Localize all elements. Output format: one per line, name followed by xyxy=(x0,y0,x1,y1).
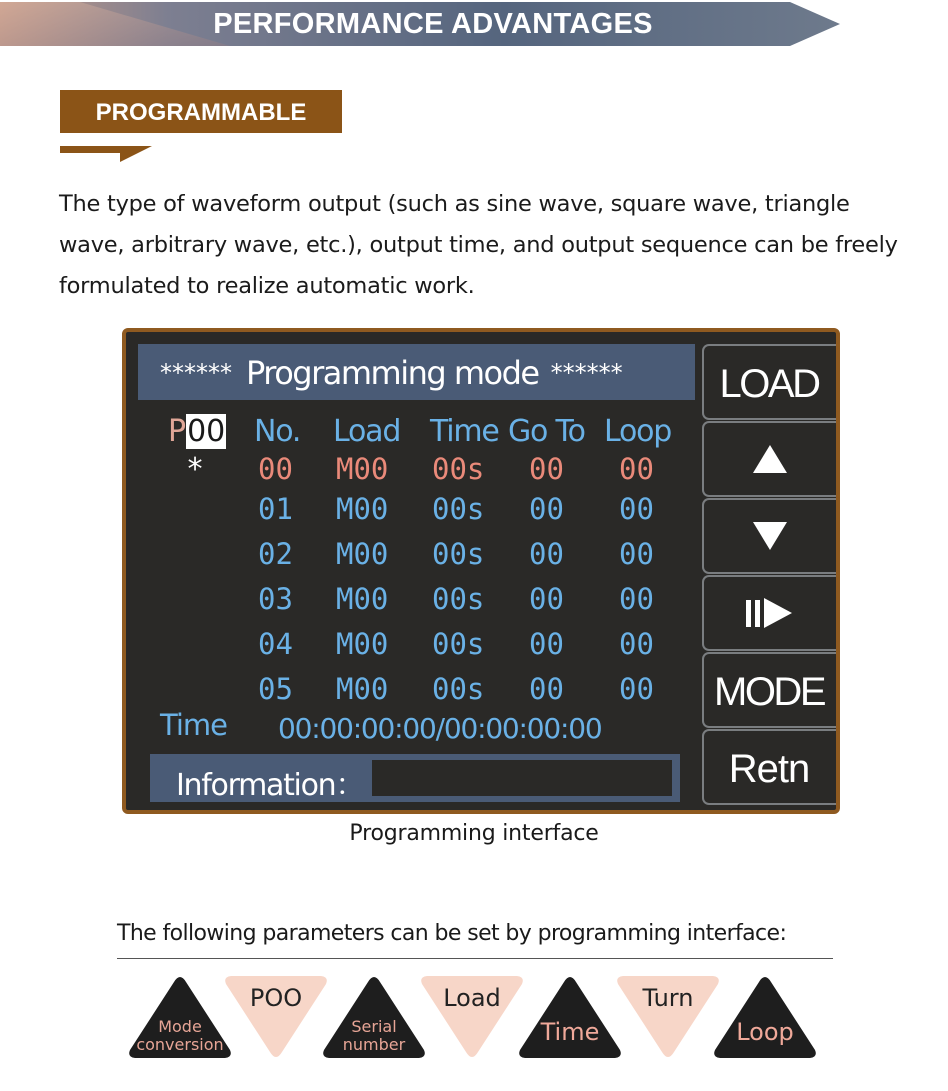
cell-time: 00s xyxy=(432,492,485,526)
section-tag xyxy=(60,90,342,133)
information-label: Information： xyxy=(176,768,365,803)
param-time-label: Time xyxy=(540,1018,600,1046)
mode-button[interactable] xyxy=(702,652,840,728)
params-heading: The following parameters can be set by programming interface: xyxy=(117,921,787,946)
param-mode-line1: Mode xyxy=(158,1017,202,1036)
down-button[interactable] xyxy=(702,498,840,574)
cell-no: 05 xyxy=(258,672,293,706)
time-label: Time xyxy=(160,708,227,742)
tag-underline-arrow xyxy=(60,146,152,162)
cell-load: M00 xyxy=(336,582,389,616)
column-header-time: Time xyxy=(430,414,499,449)
param-mode-conversion xyxy=(126,974,234,1060)
load-button-label: LOAD xyxy=(719,362,819,406)
cell-goto: 00 xyxy=(529,492,564,526)
cell-no: 00 xyxy=(258,452,293,486)
section-tag-label: PROGRAMMABLE xyxy=(95,99,307,126)
column-header-loop: Loop xyxy=(604,414,672,449)
param-loop-label: Loop xyxy=(736,1018,794,1046)
dark-triangle-shape xyxy=(516,974,624,1060)
cell-no: 03 xyxy=(258,582,293,616)
cell-loop: 00 xyxy=(619,537,654,571)
table-row[interactable] xyxy=(126,492,706,532)
table-row[interactable] xyxy=(126,452,706,492)
program-number[interactable] xyxy=(168,414,226,449)
cell-goto: 00 xyxy=(529,627,564,661)
cell-no: 01 xyxy=(258,492,293,526)
table-row[interactable] xyxy=(126,582,706,622)
program-number-selected[interactable]: 00 xyxy=(187,414,226,449)
param-turn xyxy=(614,974,722,1060)
column-header-load: Load xyxy=(333,414,401,449)
time-value: 00:00:00:00/00:00:00:00 xyxy=(278,712,602,745)
row-cursor: * xyxy=(186,452,205,487)
param-serial-line1: Serial xyxy=(351,1017,397,1036)
up-button[interactable] xyxy=(702,421,840,497)
cell-loop: 00 xyxy=(619,672,654,706)
cell-load: M00 xyxy=(336,452,389,486)
mode-button-label: MODE xyxy=(714,670,824,714)
section-description: The type of waveform output (such as sine wave, square wave, triangle wave, arbitrary wave, etc.), output time, and output sequence can be freely formulated to realize automatic work. xyxy=(59,191,898,299)
param-time xyxy=(516,974,624,1060)
param-poo xyxy=(222,974,330,1060)
cell-goto: 00 xyxy=(529,672,564,706)
cell-time: 00s xyxy=(432,452,485,486)
information-field xyxy=(372,760,672,796)
title-stars-left: ****** xyxy=(160,359,232,387)
cell-load: M00 xyxy=(336,627,389,661)
param-serial-number xyxy=(320,974,428,1060)
table-row[interactable] xyxy=(126,672,706,712)
param-loop xyxy=(711,974,819,1060)
triangle-down-icon xyxy=(704,500,834,572)
cell-no: 04 xyxy=(258,627,293,661)
param-load xyxy=(418,974,526,1060)
cell-load: M00 xyxy=(336,672,389,706)
screen-caption: Programming interface xyxy=(349,821,599,846)
triangle-up-icon xyxy=(704,423,834,495)
section-banner xyxy=(0,2,948,46)
cell-time: 00s xyxy=(432,537,485,571)
cell-time: 00s xyxy=(432,582,485,616)
information-bar xyxy=(150,754,680,802)
pause-play-button[interactable] xyxy=(702,575,840,651)
cell-time: 00s xyxy=(432,627,485,661)
dark-triangle-shape xyxy=(711,974,819,1060)
cell-goto: 00 xyxy=(529,582,564,616)
param-mode-line2: conversion xyxy=(136,1035,224,1054)
column-header-no: No. xyxy=(254,414,301,449)
load-button[interactable] xyxy=(702,344,840,420)
cell-load: M00 xyxy=(336,492,389,526)
program-prefix: P xyxy=(168,414,187,449)
programming-screen xyxy=(122,328,840,814)
title-stars-right: ****** xyxy=(550,359,623,387)
param-load-label: Load xyxy=(443,984,501,1012)
cell-loop: 00 xyxy=(619,582,654,616)
cell-goto: 00 xyxy=(529,452,564,486)
params-divider xyxy=(117,958,833,959)
param-serial-line2: number xyxy=(342,1035,406,1054)
pause-play-icon xyxy=(704,577,834,649)
cell-no: 02 xyxy=(258,537,293,571)
screen-title-bar xyxy=(138,344,695,400)
column-header-goto: Go To xyxy=(508,414,585,449)
cell-time: 00s xyxy=(432,672,485,706)
return-button-label: Retn xyxy=(728,747,810,791)
param-turn-label: Turn xyxy=(642,984,694,1012)
param-poo-label: POO xyxy=(249,984,303,1012)
cell-loop: 00 xyxy=(619,452,654,486)
cell-load: M00 xyxy=(336,537,389,571)
screen-title: Programming mode xyxy=(246,354,539,392)
table-row[interactable] xyxy=(126,627,706,667)
cell-loop: 00 xyxy=(619,492,654,526)
cell-goto: 00 xyxy=(529,537,564,571)
banner-title: PERFORMANCE ADVANTAGES xyxy=(213,8,653,40)
cell-loop: 00 xyxy=(619,627,654,661)
table-row[interactable] xyxy=(126,537,706,577)
return-button[interactable] xyxy=(702,729,840,805)
